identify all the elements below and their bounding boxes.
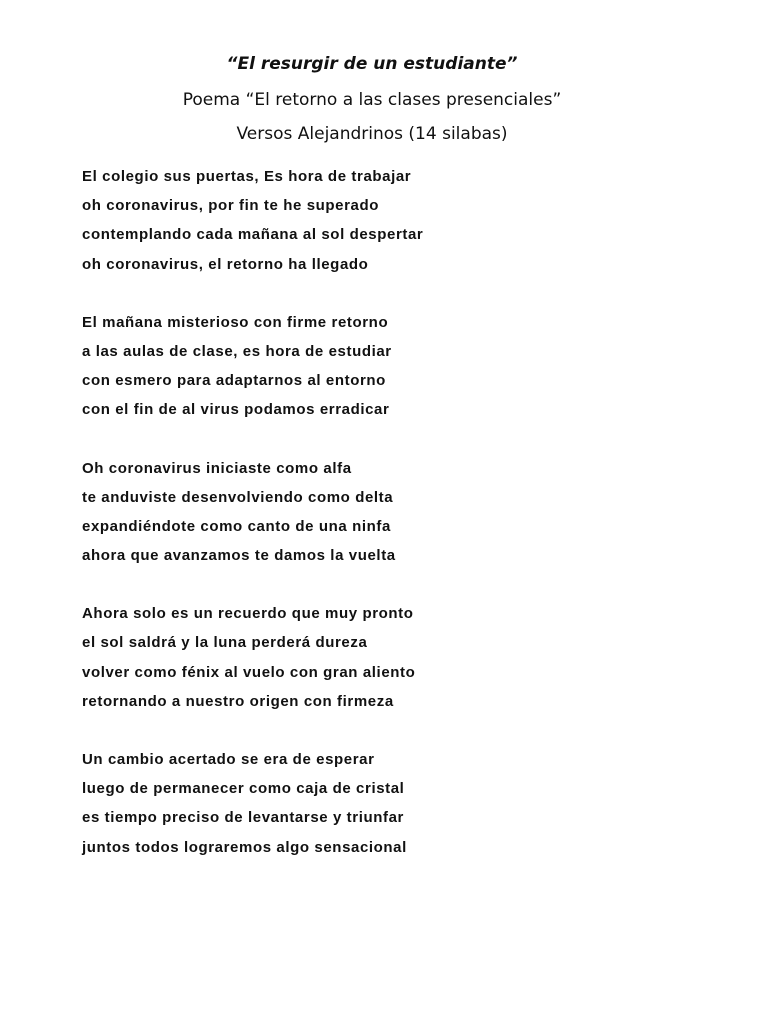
verse-line: El colegio sus puertas, Es hora de trabajar: [82, 168, 412, 185]
stanza-1: [82, 162, 702, 279]
verse-line: luego de permanecer como caja de cristal: [82, 780, 405, 798]
verse-line: oh coronavirus, el retorno ha llegado: [82, 255, 369, 273]
stanza-2: [82, 308, 702, 425]
stanza-4: [82, 599, 702, 716]
verse-line: contemplando cada mañana al sol despertar: [82, 226, 424, 244]
poem-title: “El resurgir de un estudiante”: [226, 54, 518, 74]
poem-body: [82, 162, 702, 891]
verse-line: con el fin de al virus podamos erradicar: [82, 401, 390, 419]
verse-line: te anduviste desenvolviendo como delta: [82, 488, 394, 506]
verse-line: oh coronavirus, por fin te he superado: [82, 197, 380, 215]
poem-meter-note: Versos Alejandrinos (14 silabas): [236, 124, 508, 144]
verse-line: volver como fénix al vuelo con gran aliento: [82, 663, 416, 681]
verse-line: el sol saldrá y la luna perderá dureza: [82, 634, 368, 652]
stanza-5: [82, 745, 702, 862]
verse-line: juntos todos lograremos algo sensacional: [82, 838, 407, 856]
stanza-3: [82, 454, 702, 571]
verse-line: El mañana misterioso con firme retorno: [82, 313, 389, 331]
verse-line: Oh coronavirus iniciaste como alfa: [82, 459, 352, 477]
verse-line: es tiempo preciso de levantarse y triunfar: [82, 809, 404, 827]
verse-line: Un cambio acertado se era de esperar: [82, 751, 375, 768]
poem-subtitle: Poema “El retorno a las clases presenciales”: [182, 90, 562, 110]
verse-line: con esmero para adaptarnos al entorno: [82, 372, 386, 390]
verse-line: Ahora solo es un recuerdo que muy pronto: [82, 605, 414, 623]
verse-line: retornando a nuestro origen con firmeza: [82, 692, 394, 710]
verse-line: expandiéndote como canto de una ninfa: [82, 517, 391, 535]
verse-line: ahora que avanzamos te damos la vuelta: [82, 547, 396, 565]
verse-line: a las aulas de clase, es hora de estudiar: [82, 342, 392, 360]
